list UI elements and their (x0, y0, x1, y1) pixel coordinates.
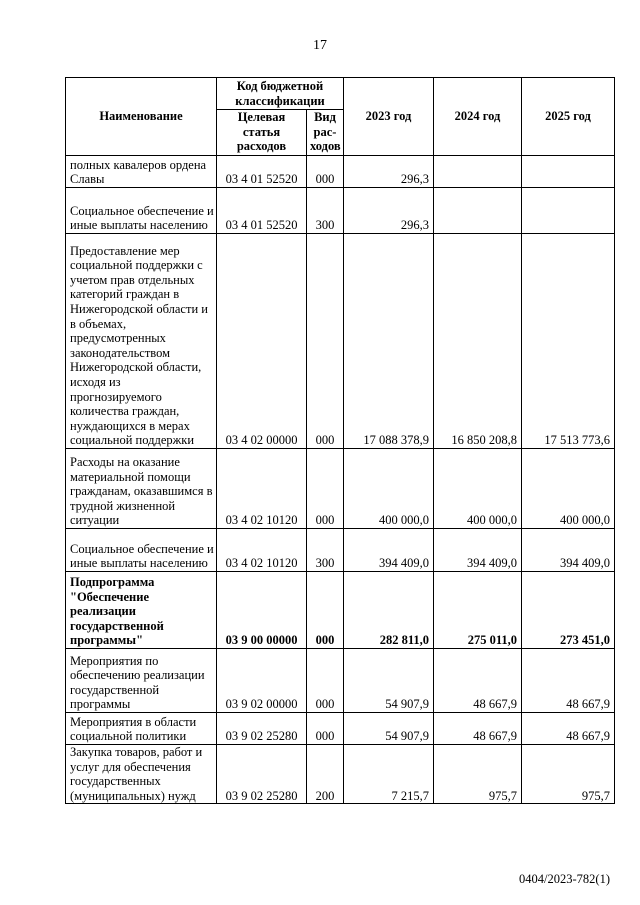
row-name: Закупка товаров, работ и услуг для обеспечения государственных (муниципальных) нужд (66, 745, 217, 804)
row-2025 (522, 156, 615, 188)
row-code: 03 4 02 10120 (217, 449, 307, 529)
page-number: 17 (313, 38, 327, 53)
row-code: 03 9 00 00000 (217, 572, 307, 649)
row-2024 (434, 188, 522, 234)
row-kind: 000 (307, 713, 344, 745)
row-kind: 000 (307, 234, 344, 449)
row-kind: 200 (307, 745, 344, 804)
header-2023: 2023 год (344, 78, 434, 156)
row-2024 (434, 156, 522, 188)
row-code: 03 9 02 25280 (217, 745, 307, 804)
row-name: Расходы на оказание материальной помощи гражданам, оказавшимся в трудной жизненной ситуации (66, 449, 217, 529)
header-target: Целевая статья расходов (217, 110, 307, 156)
row-name: Подпрограмма "Обеспечение реализации государственной программы" (66, 572, 217, 649)
row-kind: 000 (307, 449, 344, 529)
row-2023: 17 088 378,9 (344, 234, 434, 449)
row-2025: 17 513 773,6 (522, 234, 615, 449)
row-2023: 282 811,0 (344, 572, 434, 649)
row-2023: 296,3 (344, 188, 434, 234)
row-2025: 48 667,9 (522, 713, 615, 745)
row-2023: 54 907,9 (344, 649, 434, 713)
row-2023: 7 215,7 (344, 745, 434, 804)
row-2025: 273 451,0 (522, 572, 615, 649)
table-row (66, 529, 615, 572)
row-code: 03 4 01 52520 (217, 156, 307, 188)
row-2024: 975,7 (434, 745, 522, 804)
row-2024: 48 667,9 (434, 649, 522, 713)
document-code: 0404/2023-782(1) (519, 872, 610, 886)
header-2024: 2024 год (434, 78, 522, 156)
row-2025: 400 000,0 (522, 449, 615, 529)
row-name: Предоставление мер социальной поддержки с учетом прав отдельных категорий граждан в Нижегородской области и в объемах, предусмотренных законодательством Нижегородской области, исходя из прогнозируемого количества граждан, нуждающихся в мерах социальной поддержки (66, 234, 217, 449)
table-row (66, 713, 615, 745)
row-kind: 300 (307, 529, 344, 572)
row-kind: 000 (307, 649, 344, 713)
table-row (66, 745, 615, 804)
header-2025: 2025 год (522, 78, 615, 156)
row-2024: 275 011,0 (434, 572, 522, 649)
row-2025: 48 667,9 (522, 649, 615, 713)
row-2024: 48 667,9 (434, 713, 522, 745)
header-name: Наименование (66, 78, 217, 156)
row-2024: 394 409,0 (434, 529, 522, 572)
row-2023: 400 000,0 (344, 449, 434, 529)
table-row (66, 649, 615, 713)
row-2025: 975,7 (522, 745, 615, 804)
header-kind: Вид рас-ходов (307, 110, 344, 156)
row-2025 (522, 188, 615, 234)
row-name: полных кавалеров ордена Славы (66, 156, 217, 188)
row-code: 03 9 02 25280 (217, 713, 307, 745)
header-code-group: Код бюджетной классификации (217, 78, 344, 110)
table-row (66, 156, 615, 188)
budget-table (65, 77, 615, 804)
row-2025: 394 409,0 (522, 529, 615, 572)
row-2024: 16 850 208,8 (434, 234, 522, 449)
row-name: Мероприятия в области социальной политики (66, 713, 217, 745)
row-code: 03 4 02 10120 (217, 529, 307, 572)
row-name: Мероприятия по обеспечению реализации государственной программы (66, 649, 217, 713)
table-row (66, 449, 615, 529)
table-row (66, 234, 615, 449)
row-name: Социальное обеспечение и иные выплаты населению (66, 188, 217, 234)
row-2023: 296,3 (344, 156, 434, 188)
row-code: 03 4 02 00000 (217, 234, 307, 449)
table-row (66, 572, 615, 649)
row-kind: 000 (307, 572, 344, 649)
row-kind: 000 (307, 156, 344, 188)
row-code: 03 9 02 00000 (217, 649, 307, 713)
row-name: Социальное обеспечение и иные выплаты населению (66, 529, 217, 572)
row-2023: 394 409,0 (344, 529, 434, 572)
row-2024: 400 000,0 (434, 449, 522, 529)
row-code: 03 4 01 52520 (217, 188, 307, 234)
table-row (66, 188, 615, 234)
row-kind: 300 (307, 188, 344, 234)
row-2023: 54 907,9 (344, 713, 434, 745)
